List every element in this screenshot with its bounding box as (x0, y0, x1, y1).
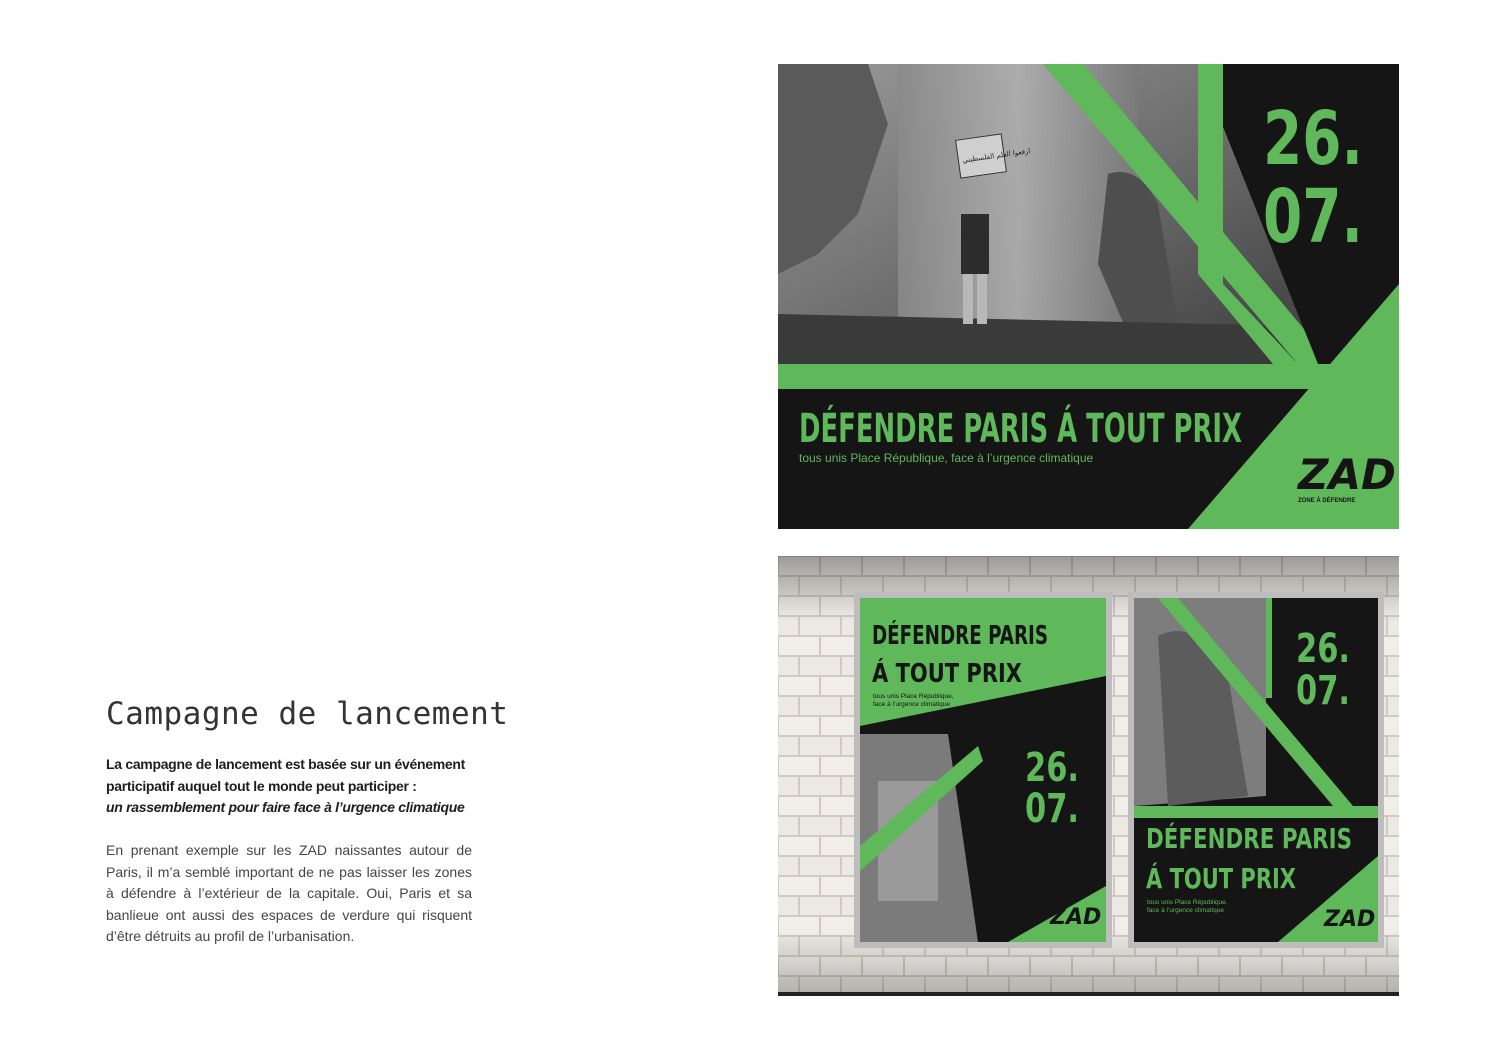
landscape-poster (778, 64, 1484, 529)
landscape-poster-artwork (778, 64, 1484, 529)
green-horizontal-stripe (778, 364, 1399, 389)
poster-right-headline-2: Á TOUT PRIX (1146, 862, 1346, 895)
protest-sign-text: ارفعوا العلم الفلسطيني (961, 147, 1031, 165)
poster-left-logo: ZAD (1050, 905, 1102, 930)
poster-headline: DÉFENDRE PARIS Á TOUT PRIX (799, 406, 1484, 452)
poster-right-headline-1: DÉFENDRE PARIS (1146, 822, 1416, 855)
metro-poster-mockup (778, 556, 1416, 996)
intro-line-2: participatif auquel tout le monde peut participer : (106, 777, 417, 794)
poster-right-tagline-1: tous unis Place République, (1147, 899, 1228, 906)
section-title: Campagne de lancement (106, 696, 509, 732)
poster-left-date-day: 26. (1025, 745, 1079, 791)
metro-mockup-artwork (778, 556, 1416, 996)
floor-edge (778, 992, 1399, 996)
poster-left-headline-1: DÉFENDRE PARIS (872, 621, 1123, 651)
poster-left-headline-2: Á TOUT PRIX (872, 659, 1058, 689)
poster-left-tagline-1: tous unis Place République, (873, 693, 954, 700)
protester-leg (977, 274, 987, 324)
date-day: 26. (1263, 96, 1363, 182)
protester-leg (963, 274, 973, 324)
poster-tagline: tous unis Place République, face à l’urgence climatique (799, 451, 1094, 465)
zad-logo: ZAD (1298, 450, 1396, 499)
poster-right-date-month: 07. (1296, 668, 1350, 714)
poster-left-date-month: 07. (1025, 786, 1079, 832)
intro-paragraph (106, 754, 486, 819)
date-month: 07. (1263, 174, 1363, 260)
poster-right-date-day: 26. (1296, 626, 1350, 672)
body-paragraph: En prenant exemple sur les ZAD naissantes autour de Paris, il m’a semblé important de ne pas laisser les zones à défendre à l’extérieur de la capitale. Oui, Paris et sa banlieue ont aussi des espaces de verdure qui risquent d’être détruits au profil de l’urbanisation. (106, 842, 472, 944)
protester-body (961, 214, 989, 274)
poster-right-tagline-2: face à l’urgence climatique (1147, 907, 1224, 914)
zad-logo-subtitle: ZONE À DÉFENDRE (1298, 498, 1356, 504)
intro-line-3: un rassemblement pour faire face à l’urgence climatique (106, 799, 465, 815)
poster-right-logo: ZAD (1324, 907, 1376, 932)
poster-left-tagline-2: face à l’urgence climatique (873, 701, 950, 708)
poster-right-stripe (1134, 806, 1378, 818)
intro-line-1: La campagne de lancement est basée sur un événement (106, 756, 465, 772)
